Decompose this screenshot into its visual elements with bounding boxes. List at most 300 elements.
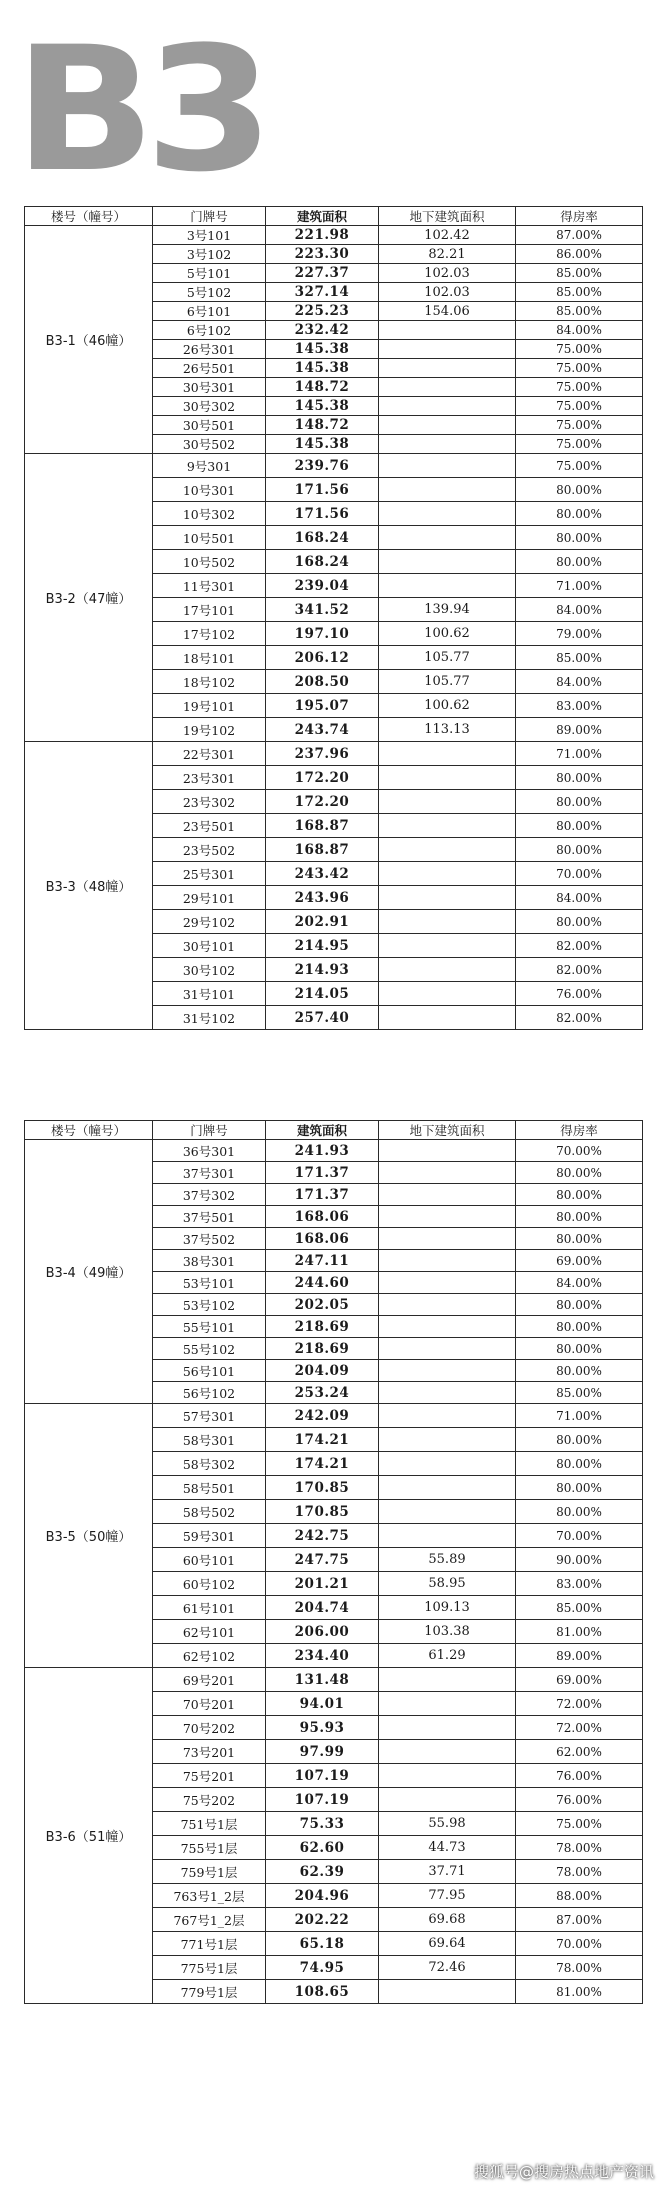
door-number-cell: 775号1层 [153,1956,266,1980]
door-number-cell: 62号102 [153,1644,266,1668]
efficiency-rate-cell: 62.00% [516,1740,643,1764]
basement-area-cell [379,1716,516,1740]
efficiency-rate-cell: 80.00% [516,1228,643,1250]
efficiency-rate-cell: 80.00% [516,814,643,838]
floor-area-cell: 174.21 [266,1452,379,1476]
floor-area-cell: 168.24 [266,526,379,550]
door-number-cell: 26号501 [153,359,266,378]
door-number-cell: 60号102 [153,1572,266,1596]
door-number-cell: 18号101 [153,646,266,670]
door-number-cell: 10号301 [153,478,266,502]
floor-area-cell: 172.20 [266,790,379,814]
basement-area-cell [379,766,516,790]
efficiency-rate-cell: 80.00% [516,910,643,934]
floor-area-cell: 234.40 [266,1644,379,1668]
efficiency-rate-cell: 75.00% [516,397,643,416]
door-number-cell: 75号202 [153,1788,266,1812]
header-door-number: 门牌号 [153,207,266,226]
floor-area-cell: 202.91 [266,910,379,934]
efficiency-rate-cell: 80.00% [516,526,643,550]
door-number-cell: 6号102 [153,321,266,340]
floor-area-cell: 108.65 [266,1980,379,2004]
efficiency-rate-cell: 80.00% [516,838,643,862]
header-efficiency-rate: 得房率 [516,207,643,226]
efficiency-rate-cell: 71.00% [516,742,643,766]
door-number-cell: 23号501 [153,814,266,838]
efficiency-rate-cell: 80.00% [516,1452,643,1476]
door-number-cell: 59号301 [153,1524,266,1548]
floor-area-cell: 202.05 [266,1294,379,1316]
header-basement-area: 地下建筑面积 [379,1121,516,1140]
building-b3-logo: B3 [14,9,264,210]
basement-area-cell [379,502,516,526]
header-efficiency-rate: 得房率 [516,1121,643,1140]
building-group-label: B3-6（51幢） [25,1668,153,2004]
door-number-cell: 70号202 [153,1716,266,1740]
floor-area-cell: 218.69 [266,1338,379,1360]
door-number-cell: 53号102 [153,1294,266,1316]
efficiency-rate-cell: 80.00% [516,1428,643,1452]
door-number-cell: 23号502 [153,838,266,862]
floor-area-cell: 148.72 [266,416,379,435]
efficiency-rate-cell: 82.00% [516,1006,643,1030]
efficiency-rate-cell: 85.00% [516,302,643,321]
floor-area-cell: 75.33 [266,1812,379,1836]
basement-area-cell [379,958,516,982]
efficiency-rate-cell: 75.00% [516,1812,643,1836]
floor-area-cell: 168.24 [266,550,379,574]
basement-area-cell: 69.64 [379,1932,516,1956]
door-number-cell: 55号101 [153,1316,266,1338]
floor-area-cell: 145.38 [266,435,379,454]
efficiency-rate-cell: 80.00% [516,1476,643,1500]
floor-area-cell: 62.60 [266,1836,379,1860]
floor-area-cell: 145.38 [266,359,379,378]
basement-area-cell: 105.77 [379,670,516,694]
door-number-cell: 6号101 [153,302,266,321]
floor-area-cell: 97.99 [266,1740,379,1764]
floor-area-cell: 148.72 [266,378,379,397]
basement-area-cell [379,1162,516,1184]
door-number-cell: 30号502 [153,435,266,454]
basement-area-cell [379,574,516,598]
basement-area-cell [379,886,516,910]
efficiency-rate-cell: 80.00% [516,1500,643,1524]
basement-area-cell: 102.03 [379,283,516,302]
efficiency-rate-cell: 78.00% [516,1860,643,1884]
floor-area-cell: 247.11 [266,1250,379,1272]
door-number-cell: 55号102 [153,1338,266,1360]
efficiency-rate-cell: 70.00% [516,1932,643,1956]
basement-area-cell [379,910,516,934]
basement-area-cell [379,934,516,958]
basement-area-cell [379,1228,516,1250]
door-number-cell: 31号101 [153,982,266,1006]
efficiency-rate-cell: 70.00% [516,862,643,886]
door-number-cell: 22号301 [153,742,266,766]
efficiency-rate-cell: 80.00% [516,1294,643,1316]
header-building: 楼号（幢号） [25,207,153,226]
basement-area-cell [379,1382,516,1404]
efficiency-rate-cell: 80.00% [516,478,643,502]
door-number-cell: 759号1层 [153,1860,266,1884]
building-group-label: B3-2（47幢） [25,454,153,742]
floor-area-cell: 206.12 [266,646,379,670]
floor-area-cell: 171.37 [266,1162,379,1184]
basement-area-cell: 154.06 [379,302,516,321]
table-row [25,1140,643,1162]
door-number-cell: 10号502 [153,550,266,574]
efficiency-rate-cell: 80.00% [516,1206,643,1228]
floor-area-cell: 214.05 [266,982,379,1006]
efficiency-rate-cell: 87.00% [516,1908,643,1932]
door-number-cell: 56号102 [153,1382,266,1404]
table-row [25,742,643,766]
floor-area-cell: 253.24 [266,1382,379,1404]
basement-area-cell [379,321,516,340]
efficiency-rate-cell: 71.00% [516,574,643,598]
basement-area-cell [379,1500,516,1524]
basement-area-cell: 77.95 [379,1884,516,1908]
basement-area-cell [379,1184,516,1206]
floor-area-cell: 171.56 [266,478,379,502]
efficiency-rate-cell: 90.00% [516,1548,643,1572]
floor-area-cell: 242.09 [266,1404,379,1428]
floor-area-cell: 131.48 [266,1668,379,1692]
basement-area-cell [379,862,516,886]
efficiency-rate-cell: 70.00% [516,1140,643,1162]
floor-area-cell: 174.21 [266,1428,379,1452]
basement-area-cell: 113.13 [379,718,516,742]
door-number-cell: 30号501 [153,416,266,435]
efficiency-rate-cell: 80.00% [516,790,643,814]
floor-area-cell: 201.21 [266,1572,379,1596]
efficiency-rate-cell: 78.00% [516,1956,643,1980]
floor-area-cell: 107.19 [266,1764,379,1788]
floor-area-cell: 223.30 [266,245,379,264]
basement-area-cell [379,478,516,502]
basement-area-cell [379,1476,516,1500]
basement-area-cell [379,397,516,416]
header-basement-area: 地下建筑面积 [379,207,516,226]
basement-area-cell [379,435,516,454]
door-number-cell: 23号302 [153,790,266,814]
door-number-cell: 56号101 [153,1360,266,1382]
basement-area-cell: 102.03 [379,264,516,283]
efficiency-rate-cell: 72.00% [516,1716,643,1740]
basement-area-cell [379,1006,516,1030]
floor-area-cell: 208.50 [266,670,379,694]
basement-area-cell [379,790,516,814]
floor-area-cell: 145.38 [266,397,379,416]
table-header-row [25,207,643,226]
door-number-cell: 58号302 [153,1452,266,1476]
door-number-cell: 58号301 [153,1428,266,1452]
floor-area-cell: 94.01 [266,1692,379,1716]
table-header-row [25,1121,643,1140]
door-number-cell: 36号301 [153,1140,266,1162]
floor-area-cell: 168.06 [266,1228,379,1250]
basement-area-cell: 105.77 [379,646,516,670]
basement-area-cell [379,1272,516,1294]
efficiency-rate-cell: 81.00% [516,1620,643,1644]
floor-area-cell: 239.76 [266,454,379,478]
floor-area-cell: 74.95 [266,1956,379,1980]
door-number-cell: 17号101 [153,598,266,622]
floor-area-cell: 221.98 [266,226,379,245]
efficiency-rate-cell: 76.00% [516,1764,643,1788]
basement-area-cell [379,1764,516,1788]
door-number-cell: 37号302 [153,1184,266,1206]
door-number-cell: 779号1层 [153,1980,266,2004]
efficiency-rate-cell: 72.00% [516,1692,643,1716]
basement-area-cell: 102.42 [379,226,516,245]
building-group-label: B3-3（48幢） [25,742,153,1030]
door-number-cell: 10号302 [153,502,266,526]
efficiency-rate-cell: 80.00% [516,502,643,526]
watermark: 搜狐号@搜房热点地产资讯 [473,2163,654,2181]
door-number-cell: 10号501 [153,526,266,550]
basement-area-cell [379,838,516,862]
efficiency-rate-cell: 81.00% [516,1980,643,2004]
efficiency-rate-cell: 71.00% [516,1404,643,1428]
unit-table-1 [24,206,643,1030]
door-number-cell: 73号201 [153,1740,266,1764]
efficiency-rate-cell: 75.00% [516,378,643,397]
floor-area-cell: 247.75 [266,1548,379,1572]
floor-area-cell: 65.18 [266,1932,379,1956]
efficiency-rate-cell: 89.00% [516,1644,643,1668]
floor-area-cell: 62.39 [266,1860,379,1884]
door-number-cell: 771号1层 [153,1932,266,1956]
basement-area-cell: 100.62 [379,694,516,718]
efficiency-rate-cell: 75.00% [516,454,643,478]
door-number-cell: 30号301 [153,378,266,397]
door-number-cell: 23号301 [153,766,266,790]
floor-area-cell: 243.74 [266,718,379,742]
efficiency-rate-cell: 80.00% [516,1162,643,1184]
header-door-number: 门牌号 [153,1121,266,1140]
efficiency-rate-cell: 89.00% [516,718,643,742]
efficiency-rate-cell: 76.00% [516,982,643,1006]
door-number-cell: 26号301 [153,340,266,359]
table-row [25,454,643,478]
floor-area-cell: 170.85 [266,1500,379,1524]
efficiency-rate-cell: 80.00% [516,1184,643,1206]
door-number-cell: 751号1层 [153,1812,266,1836]
floor-area-cell: 204.74 [266,1596,379,1620]
floor-area-cell: 195.07 [266,694,379,718]
door-number-cell: 17号102 [153,622,266,646]
basement-area-cell: 109.13 [379,1596,516,1620]
efficiency-rate-cell: 78.00% [516,1836,643,1860]
efficiency-rate-cell: 75.00% [516,416,643,435]
floor-area-cell: 171.37 [266,1184,379,1206]
building-group-label: B3-1（46幢） [25,226,153,454]
basement-area-cell [379,1140,516,1162]
basement-area-cell [379,1788,516,1812]
basement-area-cell [379,742,516,766]
efficiency-rate-cell: 85.00% [516,1596,643,1620]
basement-area-cell [379,1668,516,1692]
door-number-cell: 5号101 [153,264,266,283]
door-number-cell: 57号301 [153,1404,266,1428]
floor-area-cell: 241.93 [266,1140,379,1162]
floor-area-cell: 202.22 [266,1908,379,1932]
door-number-cell: 61号101 [153,1596,266,1620]
efficiency-rate-cell: 82.00% [516,934,643,958]
door-number-cell: 763号1_2层 [153,1884,266,1908]
floor-area-cell: 244.60 [266,1272,379,1294]
efficiency-rate-cell: 80.00% [516,1338,643,1360]
door-number-cell: 11号301 [153,574,266,598]
efficiency-rate-cell: 75.00% [516,340,643,359]
efficiency-rate-cell: 83.00% [516,1572,643,1596]
basement-area-cell [379,1452,516,1476]
floor-area-cell: 237.96 [266,742,379,766]
floor-area-cell: 327.14 [266,283,379,302]
basement-area-cell [379,526,516,550]
door-number-cell: 30号101 [153,934,266,958]
efficiency-rate-cell: 80.00% [516,766,643,790]
efficiency-rate-cell: 82.00% [516,958,643,982]
floor-area-cell: 257.40 [266,1006,379,1030]
door-number-cell: 5号102 [153,283,266,302]
basement-area-cell [379,359,516,378]
efficiency-rate-cell: 80.00% [516,1360,643,1382]
door-number-cell: 38号301 [153,1250,266,1272]
door-number-cell: 3号102 [153,245,266,264]
basement-area-cell [379,1206,516,1228]
basement-area-cell: 58.95 [379,1572,516,1596]
unit-table-2 [24,1120,643,2004]
efficiency-rate-cell: 76.00% [516,1788,643,1812]
door-number-cell: 19号101 [153,694,266,718]
door-number-cell: 62号101 [153,1620,266,1644]
door-number-cell: 37号501 [153,1206,266,1228]
door-number-cell: 30号302 [153,397,266,416]
basement-area-cell [379,550,516,574]
table-row [25,1404,643,1428]
floor-area-cell: 204.09 [266,1360,379,1382]
door-number-cell: 18号102 [153,670,266,694]
basement-area-cell: 55.98 [379,1812,516,1836]
door-number-cell: 37号502 [153,1228,266,1250]
basement-area-cell [379,982,516,1006]
basement-area-cell [379,814,516,838]
door-number-cell: 3号101 [153,226,266,245]
floor-area-cell: 341.52 [266,598,379,622]
door-number-cell: 25号301 [153,862,266,886]
efficiency-rate-cell: 80.00% [516,550,643,574]
door-number-cell: 75号201 [153,1764,266,1788]
door-number-cell: 9号301 [153,454,266,478]
floor-area-cell: 242.75 [266,1524,379,1548]
basement-area-cell: 139.94 [379,598,516,622]
floor-area-cell: 172.20 [266,766,379,790]
floor-area-cell: 232.42 [266,321,379,340]
efficiency-rate-cell: 83.00% [516,694,643,718]
door-number-cell: 29号102 [153,910,266,934]
basement-area-cell [379,1294,516,1316]
efficiency-rate-cell: 75.00% [516,435,643,454]
header-floor-area: 建筑面积 [266,1121,379,1140]
floor-area-cell: 145.38 [266,340,379,359]
basement-area-cell: 72.46 [379,1956,516,1980]
efficiency-rate-cell: 80.00% [516,1316,643,1338]
table-row [25,1668,643,1692]
basement-area-cell: 37.71 [379,1860,516,1884]
floor-area-cell: 239.04 [266,574,379,598]
basement-area-cell [379,1428,516,1452]
door-number-cell: 58号501 [153,1476,266,1500]
efficiency-rate-cell: 84.00% [516,321,643,340]
basement-area-cell: 103.38 [379,1620,516,1644]
floor-area-cell: 107.19 [266,1788,379,1812]
floor-area-cell: 168.06 [266,1206,379,1228]
door-number-cell: 19号102 [153,718,266,742]
efficiency-rate-cell: 84.00% [516,1272,643,1294]
efficiency-rate-cell: 84.00% [516,886,643,910]
floor-area-cell: 168.87 [266,814,379,838]
door-number-cell: 767号1_2层 [153,1908,266,1932]
basement-area-cell [379,1404,516,1428]
efficiency-rate-cell: 69.00% [516,1668,643,1692]
floor-area-cell: 95.93 [266,1716,379,1740]
floor-area-cell: 225.23 [266,302,379,321]
efficiency-rate-cell: 75.00% [516,359,643,378]
building-group-label: B3-4（49幢） [25,1140,153,1404]
floor-area-cell: 243.42 [266,862,379,886]
door-number-cell: 69号201 [153,1668,266,1692]
floor-area-cell: 243.96 [266,886,379,910]
efficiency-rate-cell: 87.00% [516,226,643,245]
floor-area-cell: 218.69 [266,1316,379,1338]
door-number-cell: 37号301 [153,1162,266,1184]
basement-area-cell [379,1524,516,1548]
basement-area-cell [379,340,516,359]
efficiency-rate-cell: 79.00% [516,622,643,646]
floor-area-cell: 214.93 [266,958,379,982]
basement-area-cell [379,416,516,435]
efficiency-rate-cell: 84.00% [516,670,643,694]
basement-area-cell: 82.21 [379,245,516,264]
efficiency-rate-cell: 69.00% [516,1250,643,1272]
floor-area-cell: 214.95 [266,934,379,958]
floor-area-cell: 204.96 [266,1884,379,1908]
basement-area-cell: 44.73 [379,1836,516,1860]
efficiency-rate-cell: 85.00% [516,1382,643,1404]
floor-area-cell: 227.37 [266,264,379,283]
door-number-cell: 60号101 [153,1548,266,1572]
efficiency-rate-cell: 70.00% [516,1524,643,1548]
door-number-cell: 29号101 [153,886,266,910]
basement-area-cell [379,1316,516,1338]
door-number-cell: 70号201 [153,1692,266,1716]
basement-area-cell [379,1250,516,1272]
door-number-cell: 755号1层 [153,1836,266,1860]
floor-area-cell: 197.10 [266,622,379,646]
basement-area-cell [379,454,516,478]
basement-area-cell: 55.89 [379,1548,516,1572]
floor-area-cell: 206.00 [266,1620,379,1644]
basement-area-cell [379,1980,516,2004]
basement-area-cell: 100.62 [379,622,516,646]
table-row [25,226,643,245]
door-number-cell: 58号502 [153,1500,266,1524]
header-floor-area: 建筑面积 [266,207,379,226]
basement-area-cell [379,378,516,397]
